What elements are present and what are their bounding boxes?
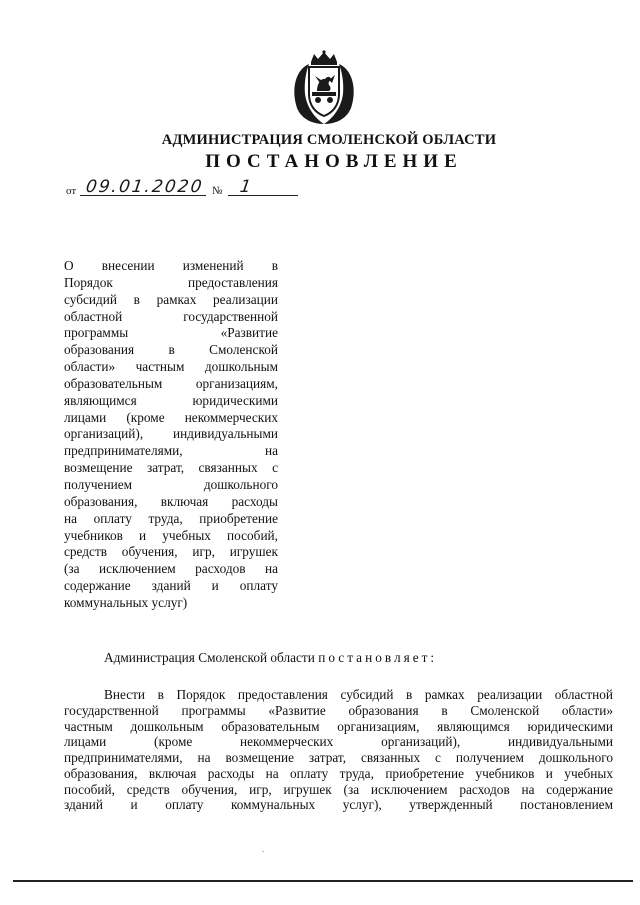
body-line: Внести в Порядок предоставления субсидий в рамках реализации областной [104, 687, 613, 702]
subject-line: средств обучения, игр, игрушек [64, 544, 278, 560]
subject-line: учебников и учебных пособий, [64, 527, 278, 543]
subject-line: Порядок предоставления [64, 274, 278, 290]
subject-line: субсидий в рамках реализации [64, 291, 278, 307]
subject-line: содержание зданий и оплату [64, 578, 278, 594]
smolensk-coat-of-arms-emblem [287, 50, 361, 126]
subject-line: организаций), индивидуальными [64, 426, 278, 442]
subject-line: предпринимателями, на [64, 443, 278, 459]
date-number-line [66, 176, 306, 200]
body-line: пособий, средств обучения, игр, игрушек (за исключением расходов на содержание [64, 781, 613, 797]
subject-line: областной государственной [64, 308, 278, 324]
document-kind-title: ПОСТАНОВЛЕНИЕ [205, 151, 463, 172]
body-line: зданий и оплату коммунальных услуг), утвержденный постановлением [64, 797, 613, 813]
subject-line: (за исключением расходов на [64, 561, 278, 577]
subject-line: коммунальных услуг) [64, 594, 188, 610]
scan-speck [262, 851, 264, 852]
subject-line: на оплату труда, приобретение [64, 510, 278, 526]
handwritten-number: 1 [238, 177, 255, 197]
resolution-body [64, 687, 613, 813]
preamble-text: Администрация Смоленской области [104, 650, 315, 665]
administration-title: АДМИНИСТРАЦИЯ СМОЛЕНСКОЙ ОБЛАСТИ [161, 132, 497, 148]
preamble [104, 650, 437, 666]
page-bottom-rule [13, 880, 633, 882]
preamble-verb: постановляет: [318, 650, 438, 665]
subject-line: образовательным организациям, [64, 375, 278, 391]
subject-line: лицами (кроме некоммерческих [64, 409, 278, 425]
body-line: частным дошкольным образовательным организациям, являющимся юридическими [64, 718, 613, 734]
handwritten-date: 09.01.2020 [84, 177, 205, 197]
subject-line: области» частным дошкольным [64, 359, 278, 375]
number-label: № [212, 185, 223, 197]
subject-line: получением дошкольного [64, 476, 278, 492]
subject-line: программы «Развитие [64, 325, 278, 341]
document-subject [64, 258, 278, 612]
subject-line: являющимся юридическими [64, 392, 278, 408]
body-line: государственной программы «Развитие образования в Смоленской области» [64, 702, 613, 718]
subject-line: возмещение затрат, связанных с [64, 460, 278, 476]
subject-line: образования в Смоленской [64, 342, 278, 358]
body-line: лицами (кроме некоммерческих организаций), индивидуальными [64, 734, 613, 750]
subject-line: О внесении изменений в [64, 258, 278, 273]
body-line: образования, включая расходы на оплату труда, приобретение учебников и учебных [64, 765, 613, 781]
subject-line: образования, включая расходы [64, 493, 278, 509]
date-from-label: от [66, 185, 77, 197]
body-line: предпринимателями, на возмещение затрат, связанных с получением дошкольного [64, 750, 613, 765]
